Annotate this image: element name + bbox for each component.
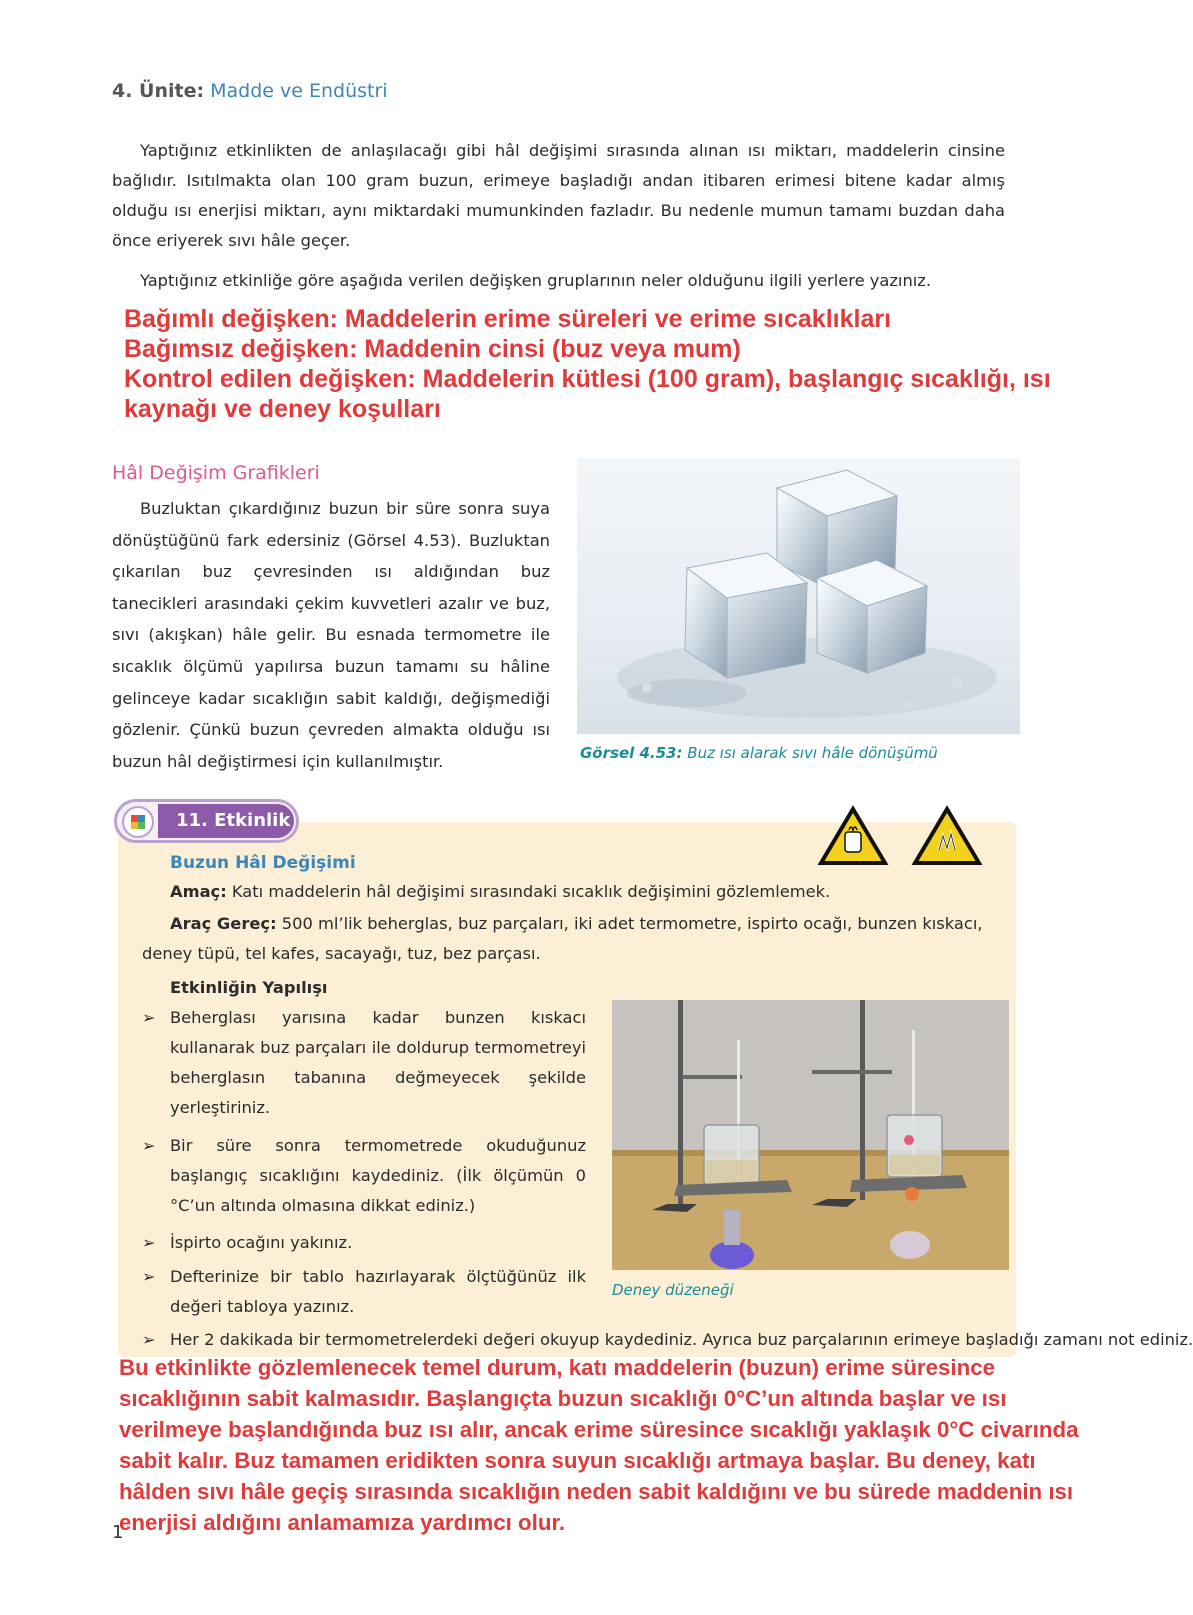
experiment-setup-illustration bbox=[612, 1000, 1009, 1270]
experiment-setup-photo bbox=[612, 1000, 1009, 1270]
list-item: ➢ Defterinize bir tablo hazırlayarak ölçtüğünüz ilk değeri tabloya yazınız. bbox=[142, 1262, 586, 1322]
activity-badge-label: 11. Etkinlik bbox=[158, 804, 294, 838]
section-title: Hâl Değişim Grafikleri bbox=[112, 462, 320, 484]
activity-aim bbox=[170, 877, 1010, 907]
intro-paragraph: Yaptığınız etkinlikten de anlaşılacağı gibi hâl değişimi sırasında alınan ısı miktarı, maddelerin cinsine bağlıdır. Isıtılmakta olan 100 gram buzun, erimeye başladığı andan itibaren erimesi bitene kadar almış olduğu ısı enerjisi miktarı, aynı miktardaki mumunkinden fazladır. Bu nedenle mumun tamamı buzdan daha önce eriyerek sıvı hâle geçer. bbox=[112, 141, 1005, 250]
ice-cubes-photo bbox=[577, 458, 1020, 734]
arrow-bullet-icon: ➢ bbox=[142, 1267, 156, 1286]
figure-caption bbox=[580, 744, 938, 762]
aim-label: Amaç: bbox=[170, 882, 227, 901]
list-item: ➢ Beherglası yarısına kadar bunzen kıskacı kullanarak buz parçaları ile doldurup termometreyi beherglasın tabanına değmeyecek şekilde yerleştiriniz. bbox=[142, 1003, 586, 1123]
answer-dependent: Bağımlı değişken: Maddelerin erime süreleri ve erime sıcaklıkları bbox=[124, 305, 892, 333]
hot-surface-warning-icon bbox=[818, 806, 888, 870]
activity-materials bbox=[142, 909, 996, 969]
page-number: 1 bbox=[112, 1522, 124, 1543]
unit-header bbox=[112, 80, 388, 102]
activity-title: Buzun Hâl Değişimi bbox=[170, 853, 356, 873]
procedure-title: Etkinliğin Yapılışı bbox=[170, 978, 328, 997]
figure-label: Görsel 4.53: bbox=[580, 744, 683, 762]
arrow-bullet-icon: ➢ bbox=[142, 1233, 156, 1252]
unit-title: Madde ve Endüstri bbox=[210, 80, 388, 102]
answer-controlled: Kontrol edilen değişken: Maddelerin kütlesi (100 gram), başlangıç sıcaklığı, ısı kaynağı ve deney koşulları bbox=[124, 365, 1051, 423]
unit-label: 4. Ünite: bbox=[112, 80, 205, 102]
answer-independent: Bağımsız değişken: Maddenin cinsi (buz veya mum) bbox=[124, 335, 741, 363]
photo-caption: Deney düzeneği bbox=[612, 1281, 734, 1299]
list-item: ➢ İspirto ocağını yakınız. bbox=[142, 1228, 586, 1258]
ice-cubes-illustration bbox=[577, 458, 1020, 734]
materials-label: Araç Gereç: bbox=[170, 914, 277, 933]
activity-icon bbox=[122, 806, 154, 838]
answer-observation: Bu etkinlikte gözlemlenecek temel durum, katı maddelerin (buzun) erime süresince sıcaklığının sabit kalmasıdır. Başlangıçta buzun sıcaklığı 0°C’un altında başlar ve ısı verilmeye başlandığında buz ısı alır, ancak erime süresince sıcaklığı yaklaşık 0°C civarında sabit kalır. Buz tamamen eridikten sonra suyun sıcaklığı artmaya başlar. Bu deney, katı hâlden sıvı hâle geçiş sırasında sıcaklığın neden sabit kaldığını ve bu sürede maddenin ısı enerjisi aldığını anlamamıza yardımcı olur. bbox=[119, 1355, 1079, 1535]
list-item: ➢ Her 2 dakikada bir termometrelerdeki değeri okuyup kaydediniz. Ayrıca buz parçalarının erimeye başladığı zamanı not ediniz. bbox=[142, 1325, 1010, 1355]
heat-warning-icon bbox=[912, 806, 982, 870]
intro-question: Yaptığınız etkinliğe göre aşağıda verilen değişken gruplarının neler olduğunu ilgili yerlere yazınız. bbox=[140, 271, 932, 290]
arrow-bullet-icon: ➢ bbox=[142, 1330, 156, 1349]
arrow-bullet-icon: ➢ bbox=[142, 1008, 156, 1027]
list-item: ➢ Bir süre sonra termometrede okuduğunuz başlangıç sıcaklığını kaydediniz. (İlk ölçümün 0 °C’un altında olmasına dikkat ediniz.) bbox=[142, 1131, 586, 1221]
materials-text: 500 ml’lik beherglas, buz parçaları, iki adet termometre, ispirto ocağı, bunzen kıskacı, deney tüpü, tel kafes, sacayağı, tuz, bez parçası. bbox=[142, 914, 983, 963]
arrow-bullet-icon: ➢ bbox=[142, 1136, 156, 1155]
aim-text: Katı maddelerin hâl değişimi sırasındaki sıcaklık değişimini gözlemlemek. bbox=[231, 882, 831, 901]
section-paragraph: Buzluktan çıkardığınız buzun bir süre sonra suya dönüştüğünü fark edersiniz (Görsel 4.53). Buzluktan çıkarılan buz çevresinden ısı aldığından buz tanecikleri arasındaki çekim kuvvetleri azalır ve buz, sıvı (akışkan) hâle gelir. Bu esnada termometre ile sıcaklık ölçümü yapılırsa buzun tamamı su hâline gelinceye kadar sıcaklığın sabit kaldığı, değişmediği gözlenir. Çünkü buzun çevreden almakta olduğu ısı buzun hâl değiştirmesi için kullanılmıştır. bbox=[112, 499, 550, 771]
figure-caption-text: Buz ısı alarak sıvı hâle dönüşümü bbox=[687, 744, 938, 762]
